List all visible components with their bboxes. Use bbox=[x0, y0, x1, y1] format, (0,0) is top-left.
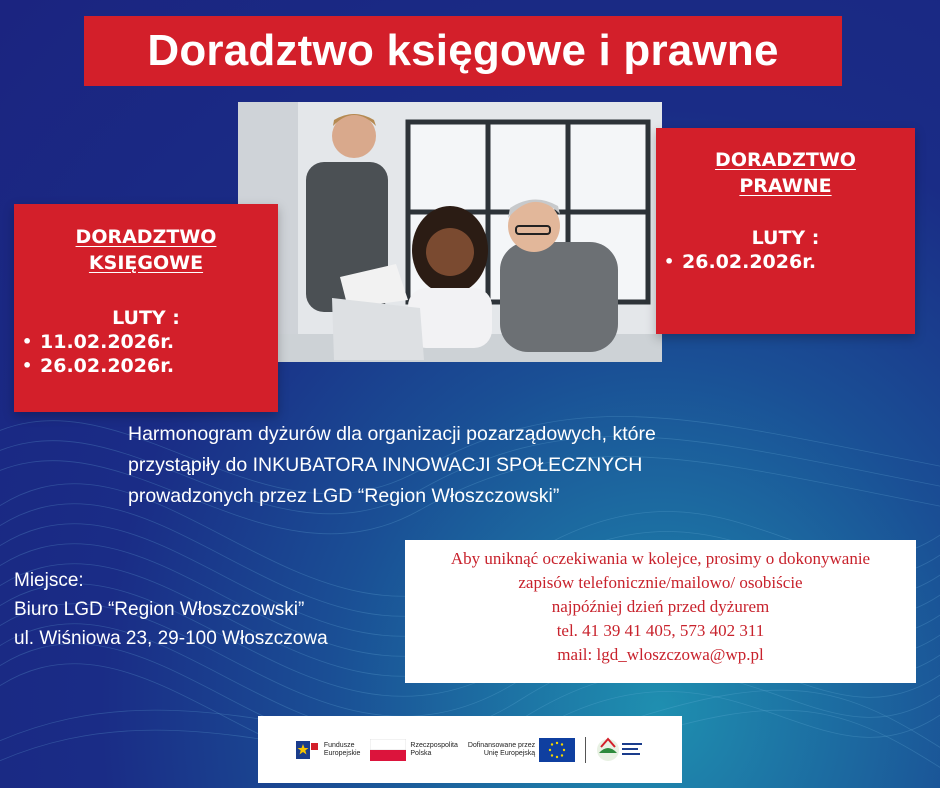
accounting-heading-line2: KSIĘGOWE bbox=[88, 252, 204, 274]
fe-text-line1: Fundusze bbox=[323, 741, 355, 749]
legal-advice-card bbox=[656, 128, 915, 334]
office-photo-illustration bbox=[238, 102, 662, 362]
fe-star-icon bbox=[294, 739, 320, 761]
rp-text-line2: Polska bbox=[410, 749, 432, 757]
notice-line2: zapisów telefonicznie/mailowo/ osobiście bbox=[518, 573, 803, 592]
rzeczpospolita-polska-logo bbox=[370, 739, 457, 761]
page-title: Doradztwo księgowe i prawne bbox=[147, 26, 779, 75]
description-line2: przystąpiły do INKUBATORA INNOWACJI SPOŁECZNYCH bbox=[128, 454, 643, 476]
office-photo bbox=[238, 102, 662, 362]
accounting-date-2: • 26.02.2026r. bbox=[14, 354, 278, 378]
polish-flag-icon bbox=[370, 739, 406, 761]
notice-phone: tel. 41 39 41 405, 573 402 311 bbox=[556, 621, 765, 640]
accounting-dates-list bbox=[14, 330, 278, 378]
eu-flag-icon bbox=[539, 738, 575, 762]
fundusze-europejskie-logo bbox=[294, 739, 361, 761]
fe-text-line2: Europejskie bbox=[323, 749, 361, 757]
accounting-heading bbox=[14, 224, 278, 276]
notice-line1: Aby uniknąć oczekiwania w kolejce, prosimy o dokonywanie bbox=[450, 549, 871, 568]
legal-heading bbox=[656, 147, 915, 199]
funding-logos-bar bbox=[258, 716, 682, 783]
lgd-emblem-icon bbox=[596, 735, 646, 765]
title-banner bbox=[84, 16, 842, 86]
ue-text-line2: Unię Europejską bbox=[483, 749, 536, 757]
lgd-logo bbox=[596, 735, 646, 765]
description-line3: prowadzonych przez LGD “Region Włoszczowski” bbox=[128, 485, 560, 507]
notice-email: mail: lgd_wloszczowa@wp.pl bbox=[557, 645, 764, 664]
legal-dates-list bbox=[656, 250, 915, 274]
booking-notice bbox=[405, 540, 916, 683]
eu-cofunded-logo bbox=[468, 738, 575, 762]
legal-heading-line1: DORADZTWO bbox=[715, 149, 856, 171]
ue-text-line1: Dofinansowane przez bbox=[467, 741, 536, 749]
legal-month: LUTY : bbox=[751, 227, 820, 249]
accounting-month: LUTY : bbox=[112, 307, 180, 329]
legal-heading-line2: PRAWNE bbox=[739, 175, 832, 197]
location-line1: Biuro LGD “Region Włoszczowski” bbox=[14, 599, 305, 620]
location-label: Miejsce: bbox=[14, 570, 84, 591]
legal-date-1: • 26.02.2026r. bbox=[656, 250, 915, 274]
location-line2: ul. Wiśniowa 23, 29-100 Włoszczowa bbox=[14, 628, 328, 649]
location-info bbox=[14, 566, 404, 653]
accounting-heading-line1: DORADZTWO bbox=[75, 226, 217, 248]
schedule-description bbox=[128, 419, 828, 512]
notice-line3: najpóźniej dzień przed dyżurem bbox=[551, 597, 770, 616]
rp-text-line1: Rzeczpospolita bbox=[410, 741, 458, 749]
description-line1: Harmonogram dyżurów dla organizacji pozarządowych, które bbox=[128, 423, 656, 445]
accounting-advice-card bbox=[14, 204, 278, 412]
logos-divider bbox=[585, 737, 586, 763]
accounting-date-1: • 11.02.2026r. bbox=[14, 330, 278, 354]
